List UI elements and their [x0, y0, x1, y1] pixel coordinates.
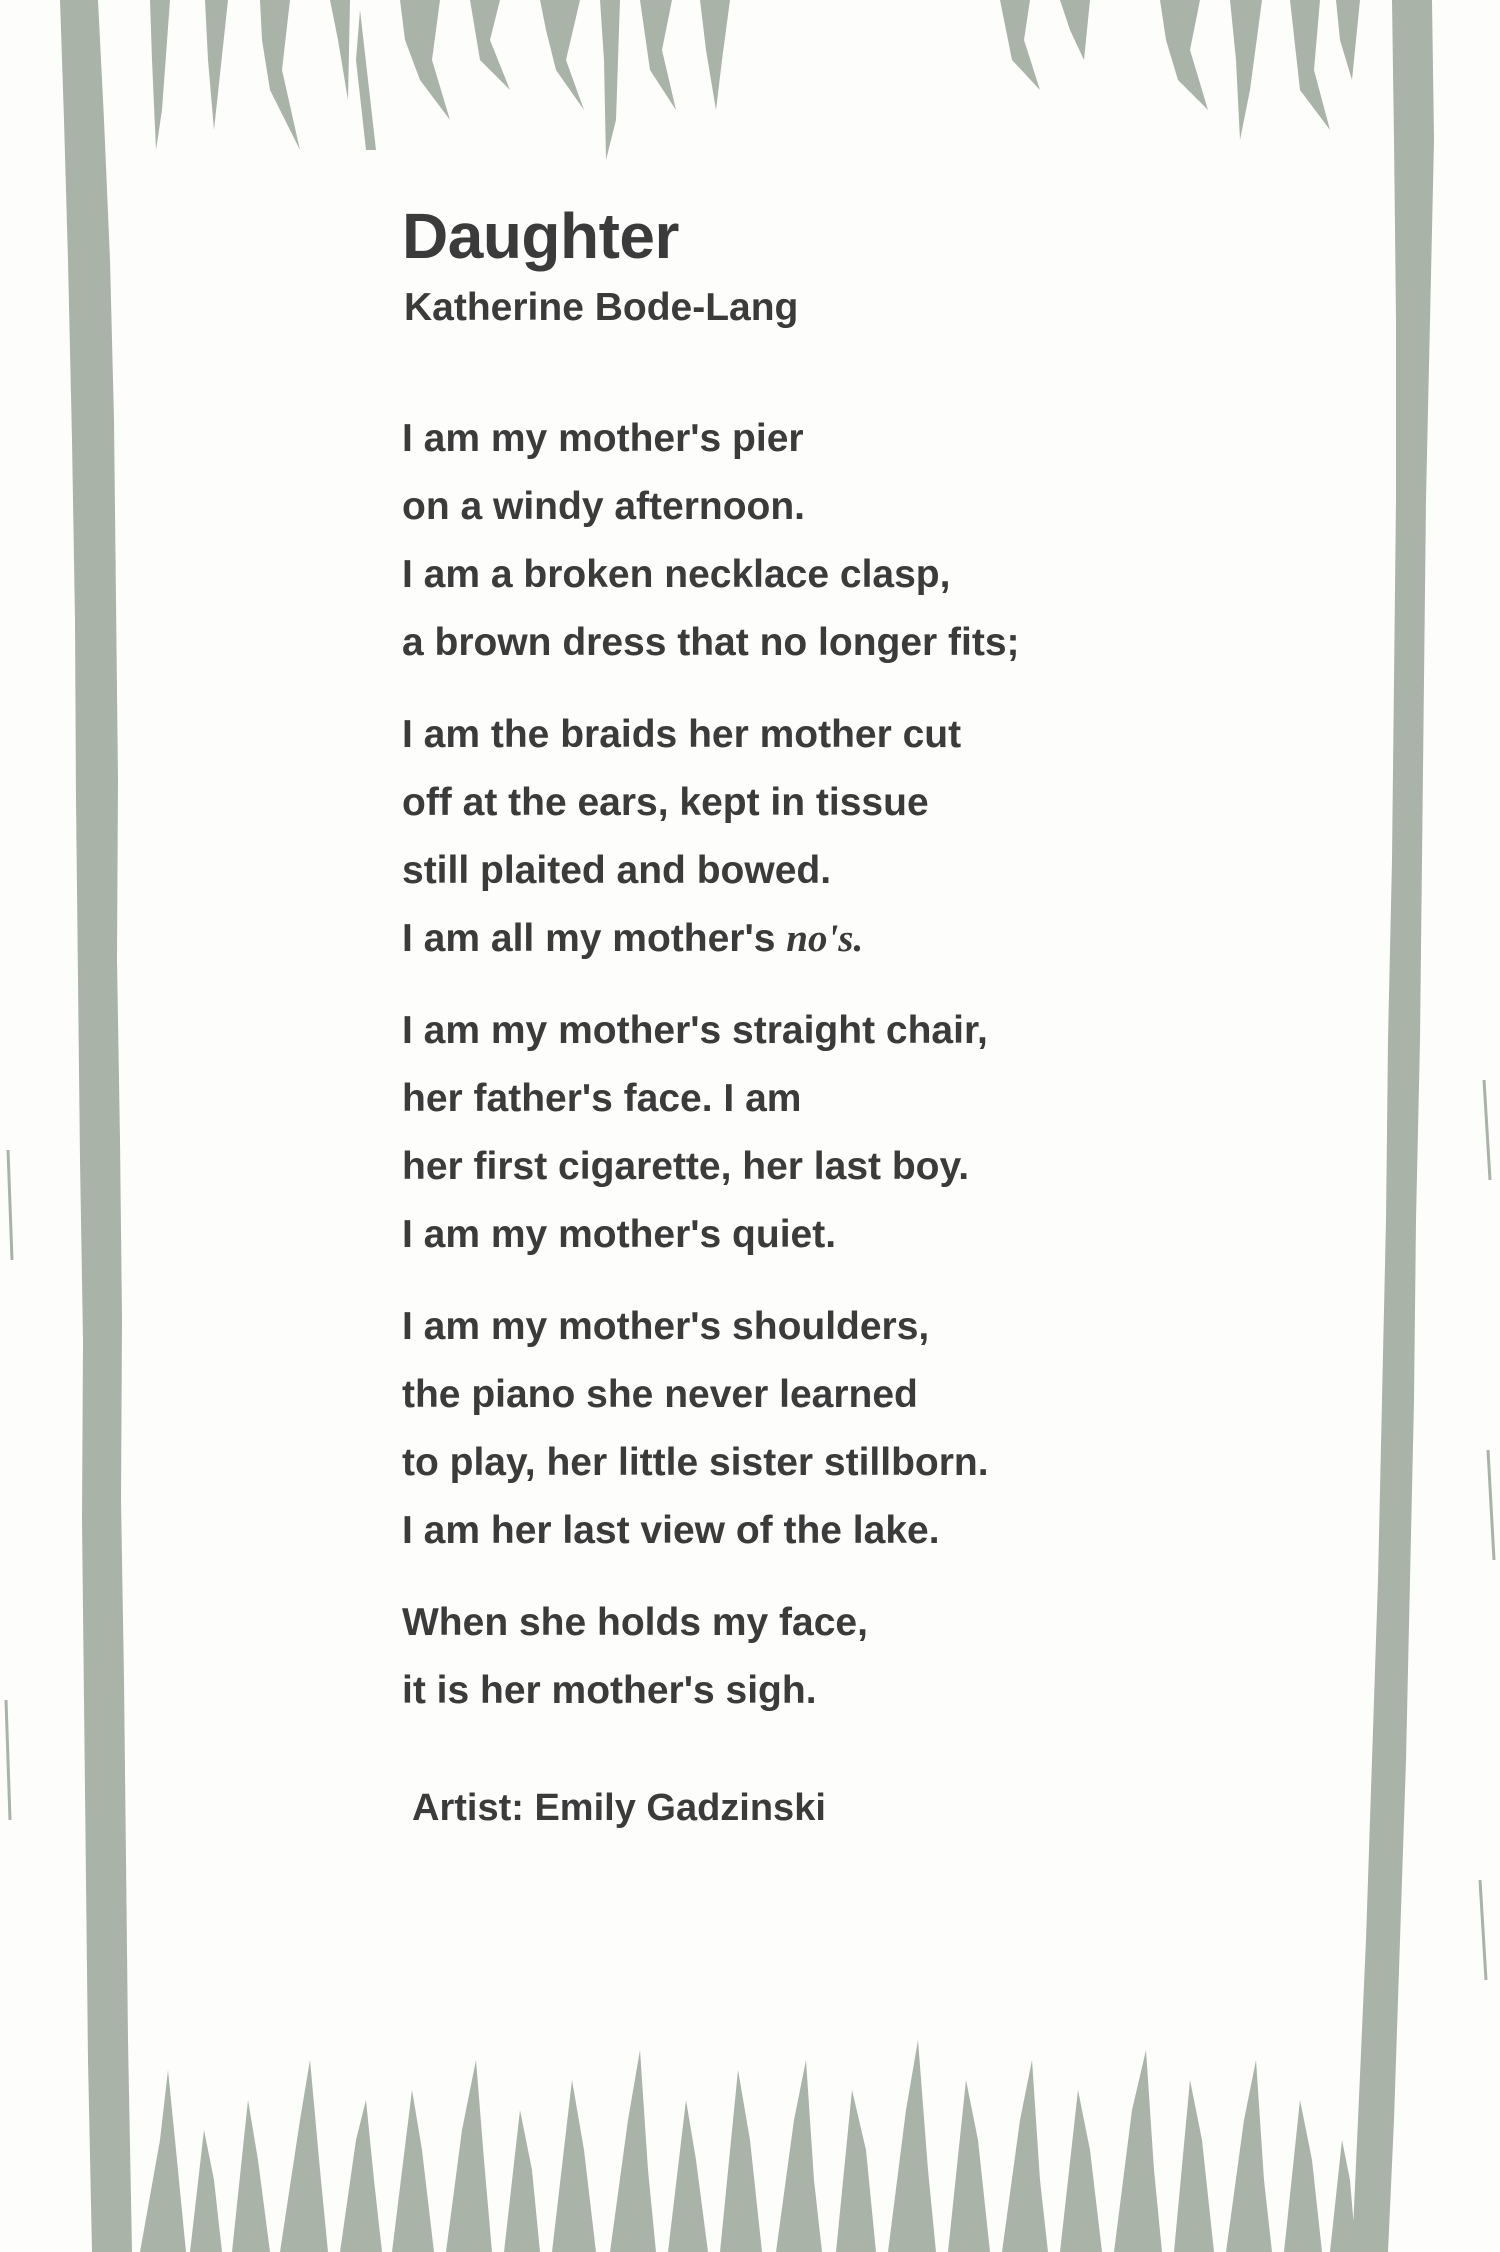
- poem-line: I am my mother's shoulders,: [402, 1305, 930, 1348]
- poem-line-italic-word: no's.: [786, 917, 864, 960]
- right-border: [1352, 0, 1434, 2252]
- poem-line: I am my mother's pier: [402, 417, 804, 460]
- stanza: [402, 1589, 1162, 1725]
- stanza: [402, 1293, 1162, 1565]
- poem-line: it is her mother's sigh.: [402, 1669, 817, 1712]
- stanza: [402, 997, 1162, 1269]
- left-border: [60, 0, 132, 2252]
- poem-author: Katherine Bode-Lang: [404, 286, 799, 329]
- poem-line: I am my mother's straight chair,: [402, 1009, 988, 1052]
- poem-line: her father's face. I am: [402, 1077, 802, 1120]
- bottom-grass-strokes: [140, 2040, 1356, 2252]
- poem-line: to play, her little sister stillborn.: [402, 1441, 989, 1484]
- poem-line: off at the ears, kept in tissue: [402, 781, 929, 824]
- poem-stanzas: [402, 405, 1162, 1725]
- poem-line-prefix: I am all my mother's: [402, 917, 787, 960]
- poem-line: her first cigarette, her last boy.: [402, 1145, 970, 1188]
- poem-line: [402, 905, 1162, 973]
- poem-line: on a windy afternoon.: [402, 485, 806, 528]
- poem-line: a brown dress that no longer fits;: [402, 621, 1020, 664]
- stanza: [402, 405, 1162, 677]
- poem-line: the piano she never learned: [402, 1373, 918, 1416]
- poem-line: still plaited and bowed.: [402, 849, 832, 892]
- poem-line: I am my mother's quiet.: [402, 1213, 837, 1256]
- poem-line: I am her last view of the lake.: [402, 1509, 940, 1552]
- poem-text-block: [402, 195, 1162, 1833]
- poem-line: I am a broken necklace clasp,: [402, 553, 951, 596]
- artist-credit: Artist: Emily Gadzinski: [412, 1787, 826, 1829]
- top-grass-strokes: [150, 0, 1360, 160]
- poem-line: When she holds my face,: [402, 1601, 868, 1644]
- poem-line: I am the braids her mother cut: [402, 713, 962, 756]
- poem-title: Daughter: [402, 200, 679, 272]
- stanza: [402, 701, 1162, 973]
